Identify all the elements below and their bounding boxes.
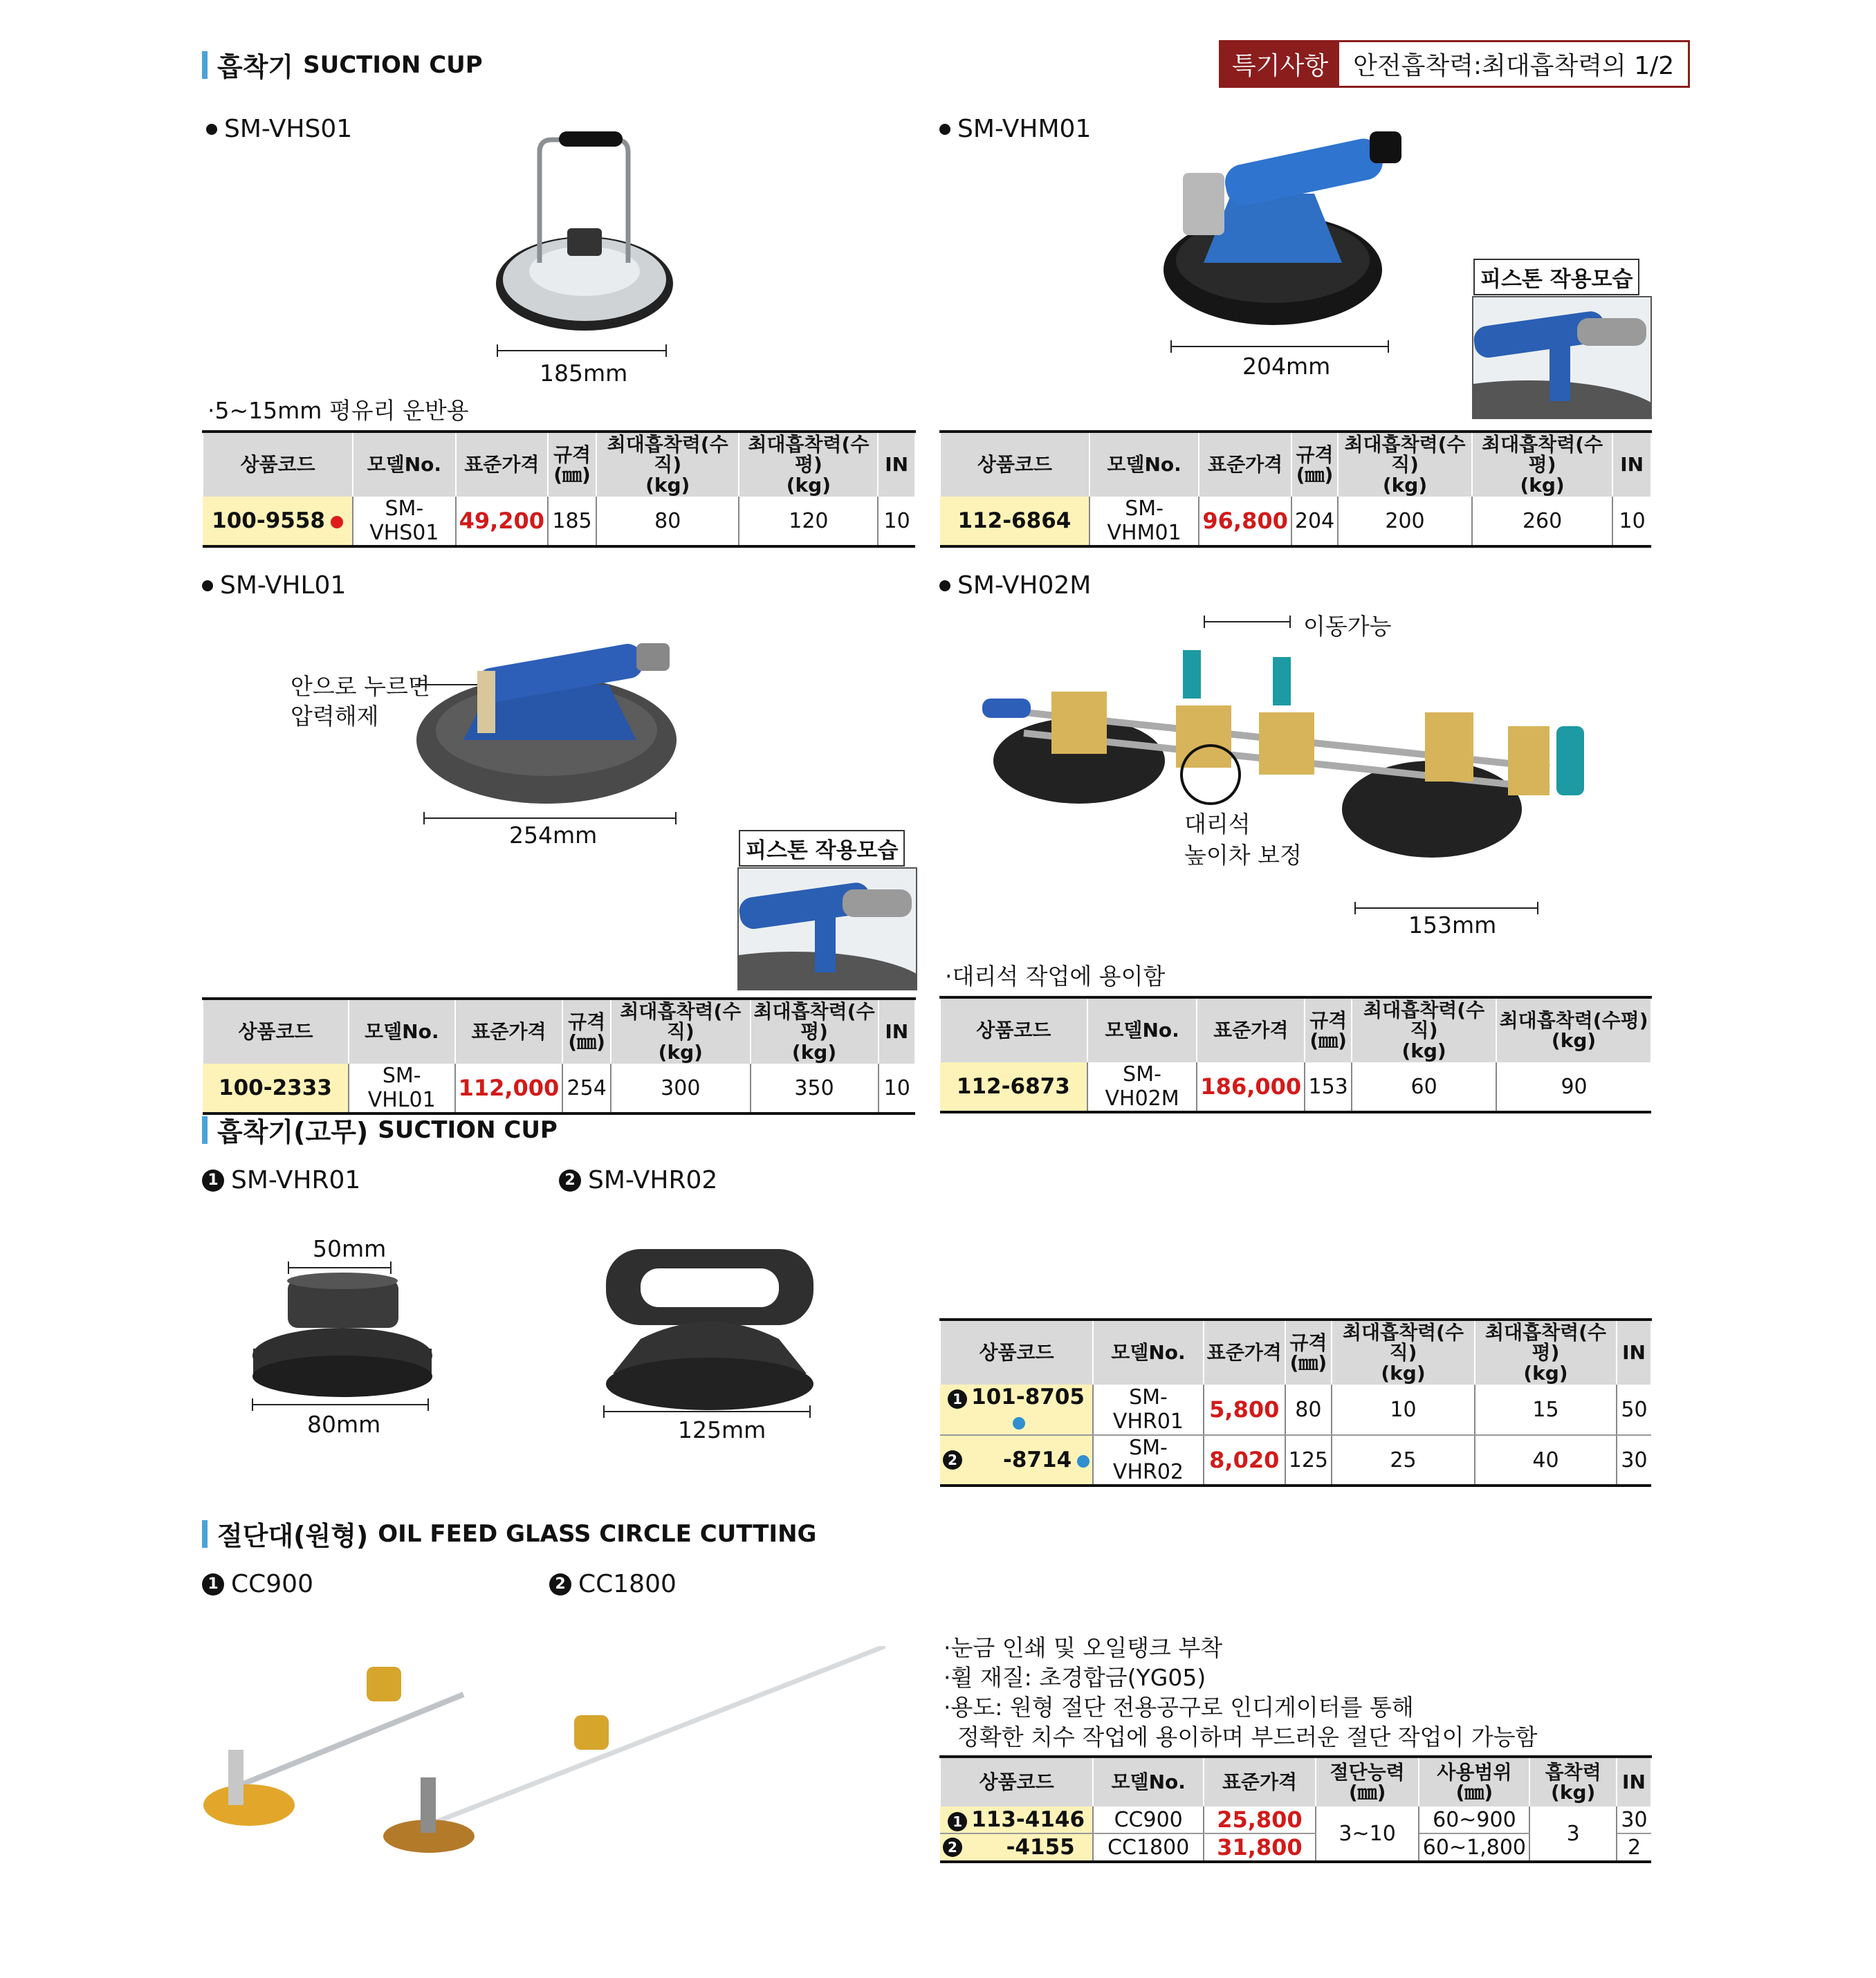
cell-model: CC900 bbox=[1093, 1806, 1204, 1833]
header-price: 표준가격 bbox=[1199, 432, 1291, 497]
cell-model: CC1800 bbox=[1093, 1833, 1204, 1862]
cell-horiz: 350 bbox=[751, 1064, 879, 1113]
table-header-row bbox=[203, 999, 915, 1064]
note-line: ·눈금 인쇄 및 오일탱크 부착 bbox=[944, 1634, 1223, 1661]
header-horiz: 최대흡착력(수평) (kg) bbox=[1496, 997, 1651, 1062]
model-title-vhs01 bbox=[206, 115, 352, 143]
model-label: SM-VHR01 bbox=[231, 1166, 361, 1194]
spec-table-rubber bbox=[939, 1318, 1652, 1487]
cell-model: SM-VHR02 bbox=[1093, 1435, 1204, 1486]
number-1-icon: 1 bbox=[948, 1812, 967, 1831]
cell-size: 80 bbox=[1285, 1385, 1332, 1435]
number-2-icon: 2 bbox=[943, 1838, 962, 1857]
header-in: IN bbox=[878, 432, 915, 497]
dimension-label: 185mm bbox=[540, 360, 628, 387]
cell-use-range: 60~900 bbox=[1419, 1806, 1529, 1833]
note-vhs01: ·5~15mm 평유리 운반용 bbox=[208, 397, 469, 424]
header-cut-capacity: 절단능력 (㎜) bbox=[1316, 1757, 1419, 1806]
cell-vert: 200 bbox=[1338, 497, 1472, 546]
rubber-cup-vhr02-image bbox=[599, 1242, 820, 1429]
cell-in: 10 bbox=[1612, 497, 1651, 546]
cell-code: 2 -8714 bbox=[940, 1435, 1093, 1486]
cell-price: 31,800 bbox=[1204, 1833, 1316, 1862]
note-vh02m: ·대리석 작업에 용이함 bbox=[945, 963, 1166, 990]
callout-line1: 안으로 누르면 bbox=[291, 673, 430, 700]
header-price: 표준가격 bbox=[455, 999, 563, 1064]
cell-use-range: 60~1,800 bbox=[1419, 1833, 1529, 1862]
cell-horiz: 120 bbox=[739, 497, 878, 546]
note-line: ·용도: 원형 절단 전용공구로 인디게이터를 통해 bbox=[944, 1693, 1414, 1721]
header-horiz: 최대흡착력(수평) (kg) bbox=[1472, 432, 1612, 497]
section-title-en: SUCTION CUP bbox=[303, 50, 483, 79]
header-horiz: 최대흡착력(수평) (kg) bbox=[751, 999, 879, 1064]
dimension-line bbox=[252, 1404, 429, 1405]
header-in: IN bbox=[1617, 1757, 1651, 1806]
model-title-vhl01 bbox=[202, 571, 346, 600]
cell-model: SM-VHR01 bbox=[1093, 1385, 1204, 1435]
header-size: 규격 (㎜) bbox=[1305, 997, 1352, 1062]
cell-price: 186,000 bbox=[1197, 1062, 1305, 1112]
dimension-label: 153mm bbox=[1408, 912, 1497, 939]
red-dot-icon bbox=[331, 516, 343, 528]
cell-model: SM-VHS01 bbox=[353, 497, 455, 546]
header-horiz: 최대흡착력(수평) (kg) bbox=[739, 432, 878, 497]
dimension-label-top: 50mm bbox=[313, 1235, 387, 1262]
marble-line1: 대리석 bbox=[1184, 811, 1251, 838]
table-row bbox=[940, 1385, 1651, 1435]
note-line: 정확한 치수 작업에 용이하며 부드러운 절단 작업이 가능함 bbox=[957, 1723, 1538, 1750]
cell-horiz: 260 bbox=[1472, 497, 1612, 546]
cell-price: 49,200 bbox=[456, 497, 548, 546]
cell-size: 254 bbox=[562, 1064, 611, 1113]
cell-vert: 10 bbox=[1332, 1385, 1475, 1435]
model-label: SM-VHR02 bbox=[588, 1166, 718, 1194]
cell-suction: 3 bbox=[1529, 1806, 1617, 1862]
table-header-row bbox=[940, 432, 1651, 497]
section-title-en: OIL FEED GLASS CIRCLE CUTTING bbox=[378, 1519, 817, 1548]
section-title-ko: 흡착기(고무) bbox=[217, 1117, 369, 1147]
header-code: 상품코드 bbox=[203, 432, 353, 497]
callout-line2: 압력해제 bbox=[291, 702, 379, 730]
table-row bbox=[203, 1064, 915, 1113]
bullet-dot bbox=[939, 580, 950, 591]
model-title-cc900 bbox=[202, 1570, 313, 1598]
cell-code: 112-6873 bbox=[940, 1062, 1087, 1112]
table-row bbox=[940, 1806, 1651, 1833]
rubber-cup-vhr01-image bbox=[249, 1273, 436, 1404]
header-in: IN bbox=[879, 999, 915, 1064]
dimension-label: 125mm bbox=[678, 1416, 766, 1443]
dimension-line bbox=[288, 1267, 392, 1268]
header-vert: 최대흡착력(수직) (kg) bbox=[1338, 432, 1472, 497]
cell-size: 185 bbox=[548, 497, 596, 546]
model-title-vhr01 bbox=[202, 1166, 360, 1194]
circle-cutter-image bbox=[201, 1646, 885, 1854]
header-vert: 최대흡착력(수직) (kg) bbox=[596, 432, 739, 497]
number-2-icon: 2 bbox=[549, 1573, 571, 1596]
dimension-line bbox=[1170, 346, 1389, 347]
piston-image bbox=[737, 867, 917, 990]
header-model: 모델No. bbox=[349, 999, 455, 1064]
bullet-dot bbox=[939, 124, 950, 135]
suction-cup-vhm01-image bbox=[1162, 124, 1404, 332]
cell-price: 5,800 bbox=[1204, 1385, 1285, 1435]
cell-code: 100-9558 bbox=[203, 497, 353, 546]
spec-table-vhm01 bbox=[939, 430, 1652, 548]
note-text: 대리석 작업에 용이함 bbox=[952, 963, 1166, 990]
marble-callout bbox=[1184, 809, 1302, 871]
cell-in: 2 bbox=[1617, 1833, 1651, 1862]
cell-vert: 25 bbox=[1332, 1435, 1475, 1486]
header-horiz: 최대흡착력(수평) (kg) bbox=[1475, 1320, 1617, 1385]
note-text: 5~15mm 평유리 운반용 bbox=[214, 397, 469, 424]
header-code: 상품코드 bbox=[940, 432, 1089, 497]
table-row bbox=[940, 1435, 1651, 1486]
section-bar bbox=[202, 51, 208, 79]
header-model: 모델No. bbox=[1087, 997, 1197, 1062]
model-label: SM-VHM01 bbox=[957, 115, 1092, 143]
cell-vert: 80 bbox=[596, 497, 739, 546]
dimension-label: 204mm bbox=[1242, 353, 1331, 380]
piston-label: 피스톤 작용모습 bbox=[739, 830, 905, 867]
header-code: 상품코드 bbox=[940, 1320, 1093, 1385]
model-title-vh02m bbox=[939, 571, 1091, 600]
model-label: SM-VH02M bbox=[957, 571, 1092, 600]
cell-size: 204 bbox=[1291, 497, 1338, 546]
header-suction: 흡착력 (kg) bbox=[1529, 1757, 1617, 1806]
section-bar bbox=[202, 1116, 208, 1144]
section-title-ko: 절단대(원형) bbox=[217, 1521, 369, 1551]
section-title-rubber-suction-cup bbox=[202, 1111, 558, 1149]
header-vert: 최대흡착력(수직) (kg) bbox=[1332, 1320, 1475, 1385]
number-1-icon: 1 bbox=[202, 1170, 224, 1192]
callout-press bbox=[291, 672, 430, 732]
model-label: CC1800 bbox=[578, 1570, 677, 1598]
header-price: 표준가격 bbox=[1204, 1320, 1285, 1385]
model-label: SM-VHS01 bbox=[224, 115, 353, 143]
table-row bbox=[203, 497, 915, 546]
spec-table-vh02m bbox=[939, 996, 1652, 1113]
header-price: 표준가격 bbox=[1204, 1757, 1316, 1806]
spec-table-vhs01 bbox=[202, 430, 916, 548]
header-size: 규격 (㎜) bbox=[548, 432, 596, 497]
spec-table-vhl01 bbox=[202, 997, 916, 1115]
cell-cut-capacity: 3~10 bbox=[1316, 1806, 1419, 1862]
model-title-cc1800 bbox=[549, 1570, 677, 1598]
feature-key: 특기사항 bbox=[1221, 42, 1339, 86]
cell-horiz: 40 bbox=[1475, 1435, 1617, 1486]
table-row bbox=[940, 497, 1651, 546]
header-vert: 최대흡착력(수직) (kg) bbox=[1352, 997, 1496, 1062]
cell-code: 2 -4155 bbox=[940, 1833, 1093, 1862]
number-2-icon: 2 bbox=[559, 1170, 581, 1192]
piston-label: 피스톤 작용모습 bbox=[1473, 259, 1639, 295]
dimension-line bbox=[603, 1411, 811, 1412]
note-line: ·휠 재질: 초경합금(YG05) bbox=[944, 1663, 1206, 1691]
cell-model: SM-VHL01 bbox=[349, 1064, 455, 1113]
header-model: 모델No. bbox=[1089, 432, 1199, 497]
blue-dot-icon bbox=[1077, 1455, 1089, 1468]
number-1-icon: 1 bbox=[202, 1573, 224, 1596]
header-price: 표준가격 bbox=[1197, 997, 1305, 1062]
header-vert: 최대흡착력(수직) (kg) bbox=[611, 999, 750, 1064]
cell-size: 125 bbox=[1285, 1435, 1332, 1486]
number-2-icon: 2 bbox=[943, 1450, 962, 1470]
cell-in: 30 bbox=[1617, 1435, 1651, 1486]
bullet-dot bbox=[206, 124, 217, 135]
cell-code: 1 113-4146 bbox=[940, 1806, 1093, 1833]
cell-in: 10 bbox=[878, 497, 915, 546]
cell-code: 1 101-8705 bbox=[940, 1385, 1093, 1435]
cell-horiz: 15 bbox=[1475, 1385, 1617, 1435]
header-size: 규격 (㎜) bbox=[562, 999, 611, 1064]
marble-line2: 높이차 보정 bbox=[1184, 841, 1302, 869]
model-title-vhr02 bbox=[559, 1166, 717, 1194]
header-in: IN bbox=[1617, 1320, 1651, 1385]
dimension-label: 254mm bbox=[509, 822, 598, 849]
model-label: SM-VHL01 bbox=[220, 571, 347, 600]
dimension-line bbox=[497, 350, 667, 351]
cell-horiz: 90 bbox=[1496, 1062, 1651, 1112]
cell-in: 50 bbox=[1617, 1385, 1651, 1435]
section-title-suction-cup bbox=[202, 46, 483, 84]
header-model: 모델No. bbox=[1093, 1757, 1204, 1806]
movable-label: 이동가능 bbox=[1303, 613, 1392, 640]
cell-price: 112,000 bbox=[455, 1064, 563, 1113]
cell-code: 100-2333 bbox=[203, 1064, 349, 1113]
feature-box bbox=[1219, 40, 1690, 88]
header-price: 표준가격 bbox=[456, 432, 548, 497]
cell-price: 25,800 bbox=[1204, 1806, 1316, 1833]
header-in: IN bbox=[1612, 432, 1651, 497]
dimension-line bbox=[1354, 907, 1538, 909]
section-title-circle-cutting bbox=[202, 1515, 816, 1553]
model-title-vhm01 bbox=[939, 115, 1091, 143]
table-row bbox=[940, 1062, 1651, 1112]
header-size: 규격 (㎜) bbox=[1291, 432, 1338, 497]
cell-price: 96,800 bbox=[1199, 497, 1291, 546]
blue-dot-icon bbox=[1013, 1417, 1025, 1430]
cell-size: 153 bbox=[1305, 1062, 1352, 1112]
piston-image bbox=[1472, 296, 1652, 419]
section-title-ko: 흡착기 bbox=[217, 52, 294, 82]
cell-in: 30 bbox=[1617, 1806, 1651, 1833]
section-title-en: SUCTION CUP bbox=[378, 1116, 558, 1144]
header-model: 모델No. bbox=[353, 432, 455, 497]
table-header-row bbox=[940, 1757, 1651, 1806]
dimension-label-bottom: 80mm bbox=[307, 1411, 381, 1438]
feature-value: 안전흡착력:최대흡착력의 1/2 bbox=[1339, 42, 1688, 86]
header-code: 상품코드 bbox=[203, 999, 349, 1064]
bullet-dot bbox=[202, 580, 213, 591]
spec-table-cutter bbox=[939, 1755, 1652, 1863]
cutter-notes bbox=[944, 1634, 1538, 1753]
header-use-range: 사용범위 (㎜) bbox=[1419, 1757, 1529, 1806]
cell-price: 8,020 bbox=[1204, 1435, 1285, 1486]
header-code: 상품코드 bbox=[940, 997, 1087, 1062]
cell-vert: 60 bbox=[1352, 1062, 1496, 1112]
cell-model: SM-VH02M bbox=[1087, 1062, 1197, 1112]
header-size: 규격 (㎜) bbox=[1285, 1320, 1332, 1385]
table-header-row bbox=[203, 432, 915, 497]
header-code: 상품코드 bbox=[940, 1757, 1093, 1806]
dimension-line bbox=[423, 817, 677, 819]
table-header-row bbox=[940, 1320, 1651, 1385]
section-bar bbox=[202, 1520, 208, 1548]
cell-model: SM-VHM01 bbox=[1089, 497, 1199, 546]
suction-cup-vhl01-image bbox=[415, 636, 692, 809]
cell-in: 10 bbox=[879, 1064, 915, 1113]
cell-vert: 300 bbox=[611, 1064, 750, 1113]
suction-cup-vhs01-image bbox=[491, 124, 678, 339]
header-model: 모델No. bbox=[1093, 1320, 1204, 1385]
number-1-icon: 1 bbox=[948, 1389, 967, 1409]
model-label: CC900 bbox=[231, 1570, 313, 1598]
table-header-row bbox=[940, 997, 1651, 1062]
cell-code: 112-6864 bbox=[940, 497, 1089, 546]
